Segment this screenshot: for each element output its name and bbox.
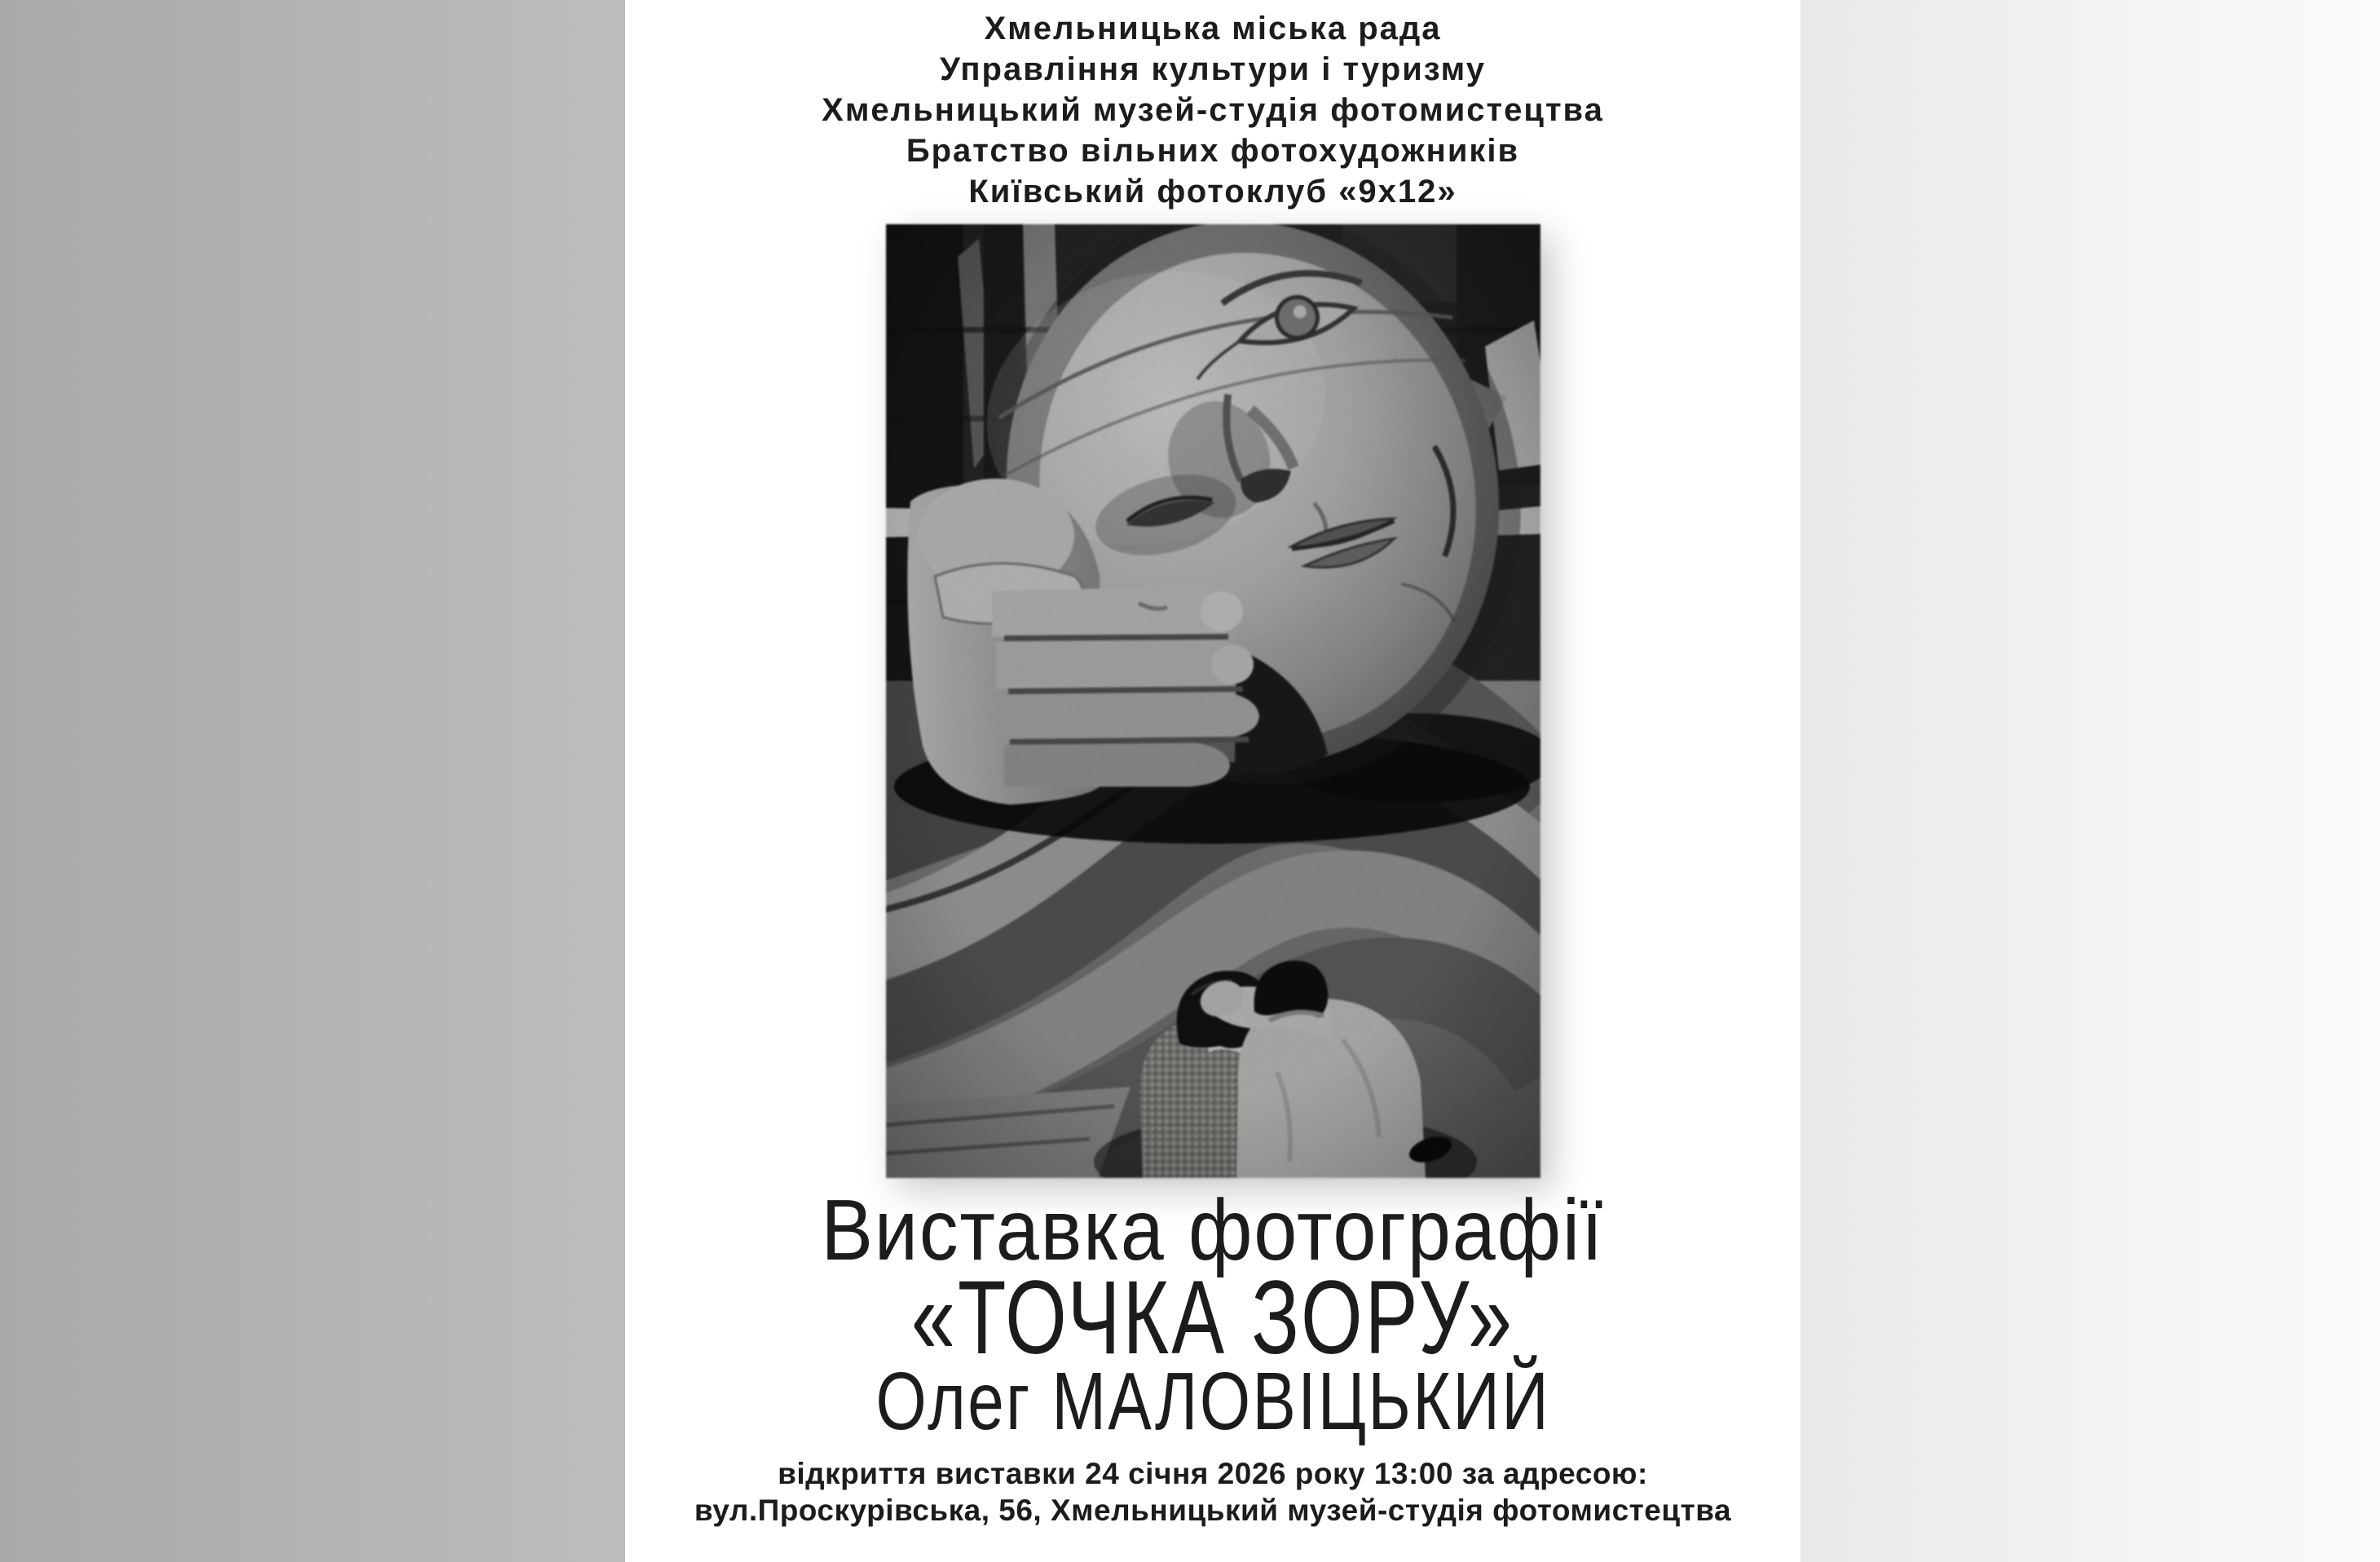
organizer-line: Братство вільних фотохудожників — [906, 133, 1520, 169]
exhibition-author-text: Олег МАЛОВІЦЬКИЙ — [875, 1356, 1550, 1447]
detail-line-address: вул.Проскурівська, 56, Хмельницький музей-студія фотомистецтва — [694, 1494, 1732, 1527]
vignette-overlay — [886, 224, 1540, 1178]
photo-illustration — [886, 224, 1540, 1178]
exhibition-title-text: «ТОЧКА ЗОРУ» — [910, 1260, 1515, 1376]
poster — [625, 0, 1800, 1562]
organizer-line: Управління культури і туризму — [940, 51, 1486, 87]
exhibition-type-text: Виставка фотографії — [821, 1182, 1605, 1278]
event-details — [625, 1455, 1800, 1529]
organizer-line: Хмельницький музей-студія фотомистецтва — [822, 92, 1604, 128]
background-right-bar — [1800, 0, 2380, 1562]
exhibition-author-line — [625, 1356, 1800, 1447]
exhibition-photo — [886, 224, 1540, 1178]
organizer-lines — [625, 0, 1800, 212]
detail-line-datetime: відкриття виставки 24 січня 2026 року 13:00 за адресою: — [778, 1457, 1648, 1490]
background-left-bar — [0, 0, 625, 1562]
organizer-line: Хмельницька міська рада — [984, 11, 1442, 46]
organizer-line: Київський фотоклуб «9x12» — [968, 174, 1457, 210]
exhibition-title-line — [625, 1260, 1800, 1376]
